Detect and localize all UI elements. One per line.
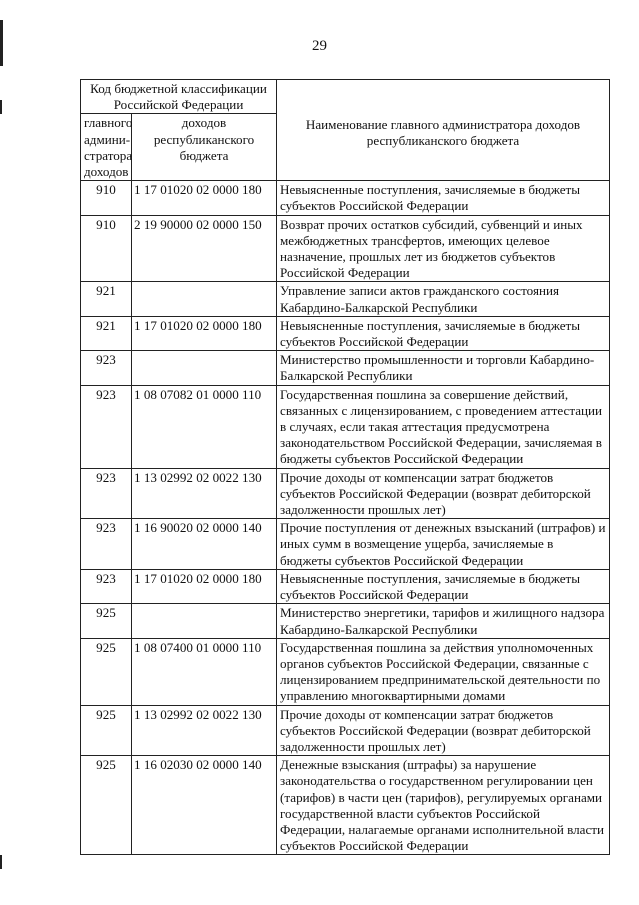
admin-code-cell: 923	[81, 385, 132, 468]
revenue-code-cell: 1 16 02030 02 0000 140	[132, 756, 277, 855]
admin-code-cell: 921	[81, 282, 132, 316]
table-row	[81, 756, 610, 855]
header-main-administrator: главного админи- стратора доходов	[81, 114, 132, 181]
administrator-name-cell: Министерство энергетики, тарифов и жилищного надзора Кабардино-Балкарской Республики	[277, 604, 610, 638]
scan-edge-mark	[0, 100, 2, 114]
admin-code-cell: 910	[81, 215, 132, 282]
administrator-name-cell: Государственная пошлина за совершение действий, связанных с лицензированием, с проведением аттестации в случаях, если такая аттестация предусмотрена законодательством Российской Федерации, зачисляемая в бюджеты субъектов Российской Федерации	[277, 385, 610, 468]
admin-code-cell: 923	[81, 351, 132, 385]
budget-classification-table	[80, 79, 610, 855]
administrator-name-cell: Государственная пошлина за действия уполномоченных органов субъектов Российской Федерации, связанные с лицензированием предпринимательской деятельности по управлению многоквартирными домами	[277, 638, 610, 705]
revenue-code-cell	[132, 282, 277, 316]
table-row	[81, 638, 610, 705]
administrator-name-cell: Денежные взыскания (штрафы) за нарушение законодательства о государственном регулировании цен (тарифов) в части цен (тарифов), регулируемых органами государственной власти субъектов Российской Федерации, налагаемые органами исполнительной власти субъектов Российской Федерации	[277, 756, 610, 855]
table-row	[81, 385, 610, 468]
admin-code-cell: 923	[81, 519, 132, 570]
revenue-code-cell: 1 13 02992 02 0022 130	[132, 705, 277, 756]
administrator-name-cell: Министерство промышленности и торговли Кабардино-Балкарской Республики	[277, 351, 610, 385]
revenue-code-cell: 1 17 01020 02 0000 180	[132, 316, 277, 350]
administrator-name-cell: Невыясненные поступления, зачисляемые в бюджеты субъектов Российской Федерации	[277, 316, 610, 350]
administrator-name-cell: Прочие доходы от компенсации затрат бюджетов субъектов Российской Федерации (возврат дебиторской задолженности прошлых лет)	[277, 468, 610, 519]
table-row	[81, 215, 610, 282]
table-row	[81, 351, 610, 385]
admin-code-cell: 923	[81, 468, 132, 519]
admin-code-cell: 925	[81, 638, 132, 705]
revenue-code-cell: 2 19 90000 02 0000 150	[132, 215, 277, 282]
page-number: 29	[312, 38, 327, 54]
admin-code-cell: 925	[81, 604, 132, 638]
scan-edge-mark	[0, 855, 2, 869]
revenue-code-cell: 1 16 90020 02 0000 140	[132, 519, 277, 570]
administrator-name-cell: Прочие доходы от компенсации затрат бюджетов субъектов Российской Федерации (возврат дебиторской задолженности прошлых лет)	[277, 705, 610, 756]
revenue-code-cell: 1 13 02992 02 0022 130	[132, 468, 277, 519]
revenue-code-cell: 1 08 07400 01 0000 110	[132, 638, 277, 705]
table-row	[81, 316, 610, 350]
table-row	[81, 705, 610, 756]
admin-code-cell: 910	[81, 181, 132, 215]
admin-code-cell: 921	[81, 316, 132, 350]
revenue-code-cell: 1 17 01020 02 0000 180	[132, 569, 277, 603]
admin-code-cell: 925	[81, 705, 132, 756]
revenue-code-cell	[132, 604, 277, 638]
header-administrator-name: Наименование главного администратора доходов республиканского бюджета	[277, 80, 610, 181]
revenue-code-cell: 1 08 07082 01 0000 110	[132, 385, 277, 468]
admin-code-cell: 923	[81, 569, 132, 603]
table-row	[81, 519, 610, 570]
administrator-name-cell: Невыясненные поступления, зачисляемые в бюджеты субъектов Российской Федерации	[277, 181, 610, 215]
administrator-name-cell: Управление записи актов гражданского состояния Кабардино-Балкарской Республики	[277, 282, 610, 316]
table-row	[81, 604, 610, 638]
header-classification-code: Код бюджетной классификации Российской Федерации	[81, 80, 277, 114]
revenue-code-cell	[132, 351, 277, 385]
header-revenue-code: доходов республиканского бюджета	[132, 114, 277, 181]
table-row	[81, 468, 610, 519]
revenue-code-cell: 1 17 01020 02 0000 180	[132, 181, 277, 215]
administrator-name-cell: Возврат прочих остатков субсидий, субвенций и иных межбюджетных трансфертов, имеющих целевое назначение, прошлых лет из бюджетов субъектов Российской Федерации	[277, 215, 610, 282]
table-row	[81, 282, 610, 316]
administrator-name-cell: Прочие поступления от денежных взысканий (штрафов) и иных сумм в возмещение ущерба, зачисляемые в бюджеты субъектов Российской Федерации	[277, 519, 610, 570]
table-row	[81, 569, 610, 603]
table-row	[81, 181, 610, 215]
admin-code-cell: 925	[81, 756, 132, 855]
administrator-name-cell: Невыясненные поступления, зачисляемые в бюджеты субъектов Российской Федерации	[277, 569, 610, 603]
